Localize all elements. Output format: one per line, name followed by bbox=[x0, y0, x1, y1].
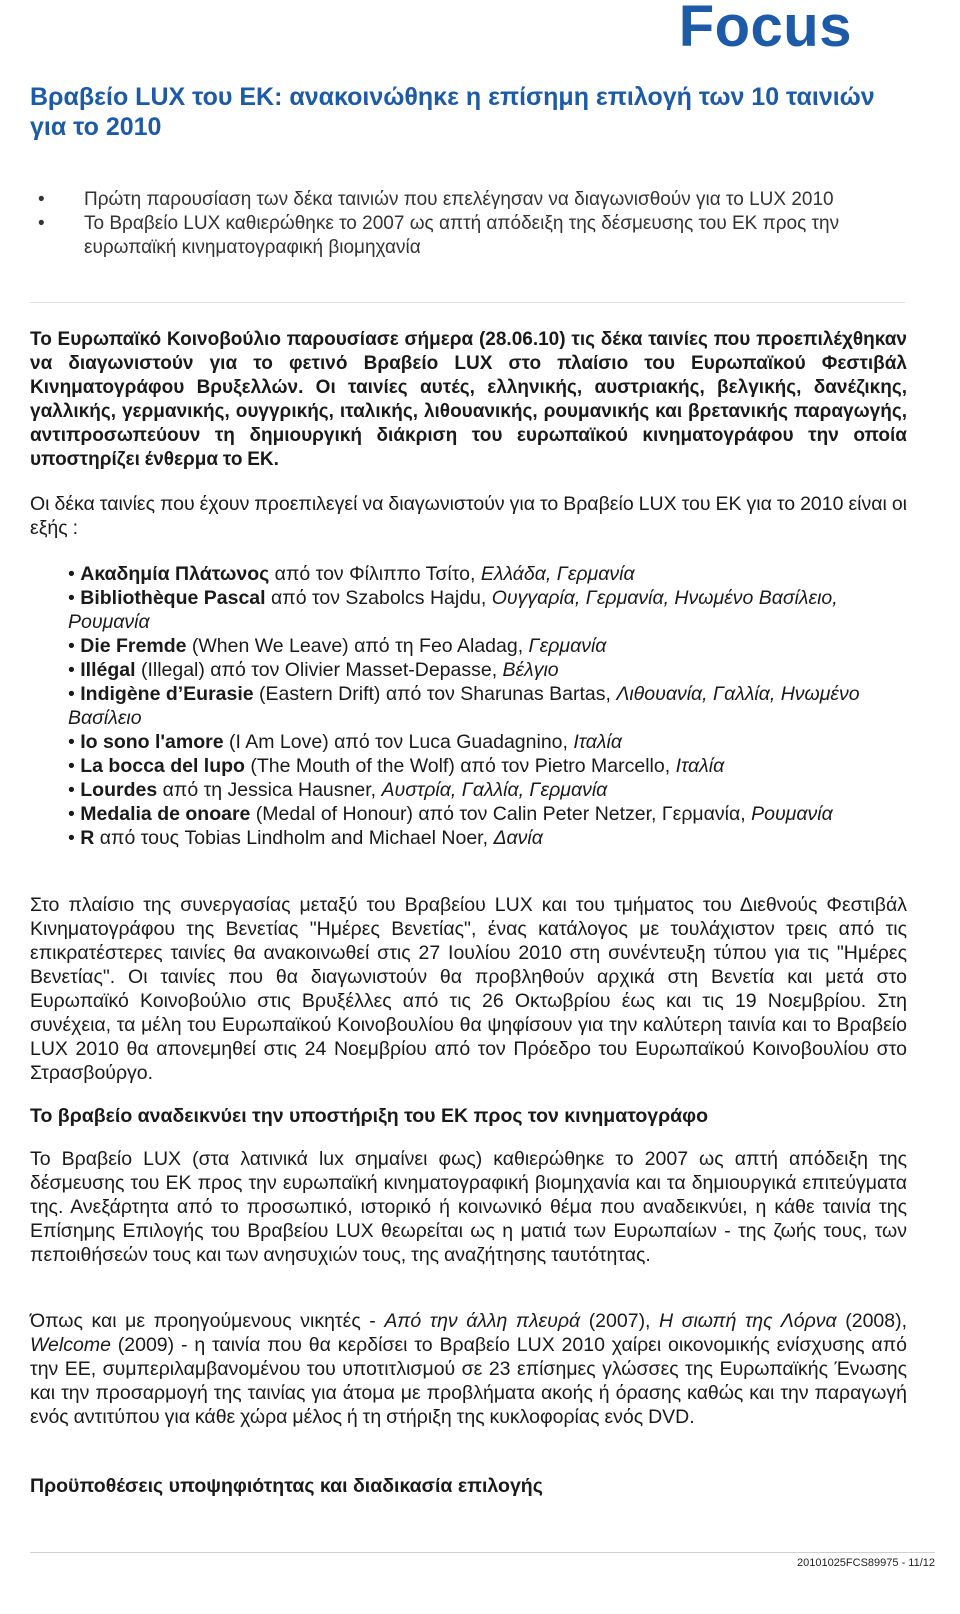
summary-item: • Πρώτη παρουσίαση των δέκα ταινιών που επελέγησαν να διαγωνισθούν για το LUX 2010 bbox=[30, 188, 910, 212]
brand-logo: Focus bbox=[678, 0, 852, 59]
summary-item: • Το Βραβείο LUX καθιερώθηκε το 2007 ως απτή απόδειξη της δέσμευσης του ΕΚ προς την ευρωπαϊκή κινηματογραφική βιομηχανία bbox=[30, 212, 910, 260]
film-item: • Die Fremde (When We Leave) από τη Feo Aladag, Γερμανία bbox=[68, 635, 607, 657]
film-countries: Ρουμανία bbox=[751, 803, 833, 825]
film-item: • Lourdes από τη Jessica Hausner, Αυστρία, Γαλλία, Γερμανία bbox=[68, 779, 608, 801]
film-item: • Bibliothèque Pascal από τον Szabolcs Hajdu, Ουγγαρία, Γερμανία, Ηνωμένο Βασίλειο, Ρουμανία bbox=[68, 587, 838, 633]
film-details: (The Mouth of the Wolf) από τον Pietro Marcello, bbox=[244, 755, 676, 777]
film-title: Io sono l'amore bbox=[80, 731, 224, 753]
footer-divider bbox=[30, 1552, 935, 1553]
winner-title: Welcome bbox=[30, 1334, 111, 1356]
winners-text: Όπως και με προηγούμενους νικητές - bbox=[30, 1310, 385, 1332]
film-countries: Γερμανία bbox=[528, 635, 607, 657]
film-details: από τους Tobias Lindholm and Michael Noer, bbox=[94, 827, 494, 849]
section-heading-requirements: Προϋποθέσεις υποψηφιότητας και διαδικασία επιλογής bbox=[30, 1475, 543, 1497]
winners-paragraph bbox=[30, 1309, 907, 1429]
winners-text: (2008), bbox=[836, 1310, 908, 1332]
film-title: R bbox=[80, 827, 95, 849]
summary-list bbox=[30, 188, 910, 260]
film-details: από τη Jessica Hausner, bbox=[157, 779, 382, 801]
film-details: (When We Leave) από τη Feo Aladag, bbox=[186, 635, 529, 657]
film-title: Lourdes bbox=[80, 779, 158, 801]
film-title: Medalia de onoare bbox=[80, 803, 251, 825]
film-item: • La bocca del lupo (The Mouth of the Wolf) από τον Pietro Marcello, Ιταλία bbox=[68, 755, 725, 777]
film-item: • Medalia de onoare (Medal of Honour) από τον Calin Peter Netzer, Γερμανία, Ρουμανία bbox=[68, 803, 833, 825]
divider bbox=[30, 302, 905, 303]
film-title: La bocca del lupo bbox=[80, 755, 245, 777]
lead-paragraph: Το Ευρωπαϊκό Κοινοβούλιο παρουσίασε σήμερα (28.06.10) τις δέκα ταινίες που προεπιλέχθηκαν να διαγωνιστούν για το φετινό Βραβείο LUX στο πλαίσιο του Ευρωπαϊκού Φεστιβάλ Κινηματογράφου Βρυξελλών. Οι ταινίες αυτές, ελληνικής, αυστριακής, βελγικής, δανέζικης, γαλλικής, γερμανικής, ουγγρικής, ιταλικής, λιθουανικής, ρουμανικής και βρετανικής παραγωγής, αντιπροσωπεύουν τη δημιουργική διάκριση του ευρωπαϊκού κινηματογράφου την οποία υποστηρίζει ένθερμα το ΕΚ. bbox=[30, 329, 907, 470]
support-paragraph: Το Βραβείο LUX (στα λατινικά lux σημαίνει φως) καθιερώθηκε το 2007 ως απτή απόδειξη της δέσμευσης του ΕΚ προς την ευρωπαϊκή κινηματογραφική βιομηχανία και τα δημιουργικά επιτεύγματα της. Ανεξάρτητα από το προσωπικό, ιστορικό ή κοινωνικό θέμα που αναδεικνύει, η κάθε ταινία της Επίσημης Επιλογής του Βραβείου LUX θεωρείται ως η ματιά των Ευρωπαίων - της ζωής τους, των πεποιθήσεών τους και των ανησυχιών τους, της αναζήτησης ταυτότητας. bbox=[30, 1148, 907, 1266]
film-details: από τον Φίλιππο Τσίτο, bbox=[269, 563, 481, 585]
film-countries: Ιταλία bbox=[675, 755, 725, 777]
film-details: (I Am Love) από τον Luca Guadagnino, bbox=[223, 731, 574, 753]
film-countries: Ελλάδα, Γερμανία bbox=[480, 563, 635, 585]
film-item: • Io sono l'amore (I Am Love) από τον Luca Guadagnino, Ιταλία bbox=[68, 731, 622, 753]
film-title: Die Fremde bbox=[80, 635, 187, 657]
winner-title: Η σιωπή της Λόρνα bbox=[659, 1310, 837, 1332]
winner-title: Από την άλλη πλευρά bbox=[384, 1310, 581, 1332]
film-item: • Indigène d’Eurasie (Eastern Drift) από τον Sharunas Bartas, Λιθουανία, Γαλλία, Ηνωμένο Βασίλειο bbox=[68, 683, 860, 729]
film-item: • Illégal (Illegal) από τον Olivier Masset-Depasse, Βέλγιο bbox=[68, 659, 559, 681]
film-title: Bibliothèque Pascal bbox=[80, 587, 266, 609]
section-heading-support: Το βραβείο αναδεικνύει την υποστήριξη του ΕΚ προς τον κινηματογράφο bbox=[30, 1105, 709, 1127]
page-code: 20101025FCS89975 - 11/12 bbox=[796, 1557, 935, 1569]
film-details: (Eastern Drift) από τον Sharunas Bartas, bbox=[253, 683, 617, 705]
film-title: Ακαδημία Πλάτωνος bbox=[80, 563, 270, 585]
film-countries: Λιθουανία, Γαλλία, Ηνωμένο Βασίλειο bbox=[68, 683, 860, 729]
film-details: (Illegal) από τον Olivier Masset-Depasse, bbox=[135, 659, 503, 681]
film-list bbox=[68, 562, 906, 850]
film-countries: Ουγγαρία, Γερμανία, Ηνωμένο Βασίλειο, Ρουμανία bbox=[68, 587, 838, 633]
winners-text: (2007), bbox=[580, 1310, 660, 1332]
film-title: Indigène d’Eurasie bbox=[80, 683, 254, 705]
film-title: Illégal bbox=[80, 659, 136, 681]
film-item: • R από τους Tobias Lindholm and Michael Noer, Δανία bbox=[68, 827, 543, 849]
film-details: (Medal of Honour) από τον Calin Peter Netzer, Γερμανία, bbox=[250, 803, 752, 825]
venice-paragraph: Στο πλαίσιο της συνεργασίας μεταξύ του Βραβείου LUX και του τμήματος του Διεθνούς Φεστιβάλ Κινηματογράφου της Βενετίας "Ημέρες Βενετίας", ένας κατάλογος με τουλάχιστον τρεις από τις επικρατέστερες ταινίες θα ανακοινωθεί στις 27 Ιουλίου 2010 στη συνέντευξη τύπου για τις "Ημέρες Βενετίας". Οι ταινίες που θα διαγωνιστούν θα προβληθούν αρχικά στη Βενετία και μετά στο Ευρωπαϊκό Κοινοβούλιο στις Βρυξέλλες από τις 26 Οκτωβρίου έως και τις 19 Νοεμβρίου. Στη συνέχεια, τα μέλη του Ευρωπαϊκού Κοινοβουλίου θα ψηφίσουν για την καλύτερη ταινία και το Βραβείο LUX 2010 θα απονεμηθεί στις 24 Νοεμβρίου από τον Πρόεδρο του Ευρωπαϊκού Κοινοβουλίου στο Στρασβούργο. bbox=[30, 894, 907, 1084]
film-countries: Βέλγιο bbox=[502, 659, 559, 681]
film-details: από τον Szabolcs Hajdu, bbox=[265, 587, 492, 609]
film-countries: Δανία bbox=[493, 827, 543, 849]
page-title: Βραβείο LUX του ΕΚ: ανακοινώθηκε η επίσημη επιλογή των 10 ταινιών για το 2010 bbox=[30, 83, 875, 141]
film-countries: Αυστρία, Γαλλία, Γερμανία bbox=[381, 779, 608, 801]
winners-text: (2009) - η ταινία που θα κερδίσει το Βραβείο LUX 2010 χαίρει οικονομικής ενίσχυσης από την ΕΕ, συμπεριλαμβανομένου του υποτιτλισμού σε 23 επίσημες γλώσσες της Ευρωπαϊκής Ένωσης και την προσαρμογή της ταινίας για άτομα με προβλήματα ακοής ή όρασης καθώς και την παραγωγή ενός αντιτύπου για κάθε χώρα μέλος ή τη στήριξη της κυκλοφορίας ενός DVD. bbox=[30, 1334, 907, 1428]
intro-paragraph: Οι δέκα ταινίες που έχουν προεπιλεγεί να διαγωνιστούν για το Βραβείο LUX του ΕΚ για το 2010 είναι οι εξής : bbox=[30, 493, 907, 539]
film-item: • Ακαδημία Πλάτωνος από τον Φίλιππο Τσίτο, Ελλάδα, Γερμανία bbox=[68, 563, 635, 585]
film-countries: Ιταλία bbox=[573, 731, 622, 753]
